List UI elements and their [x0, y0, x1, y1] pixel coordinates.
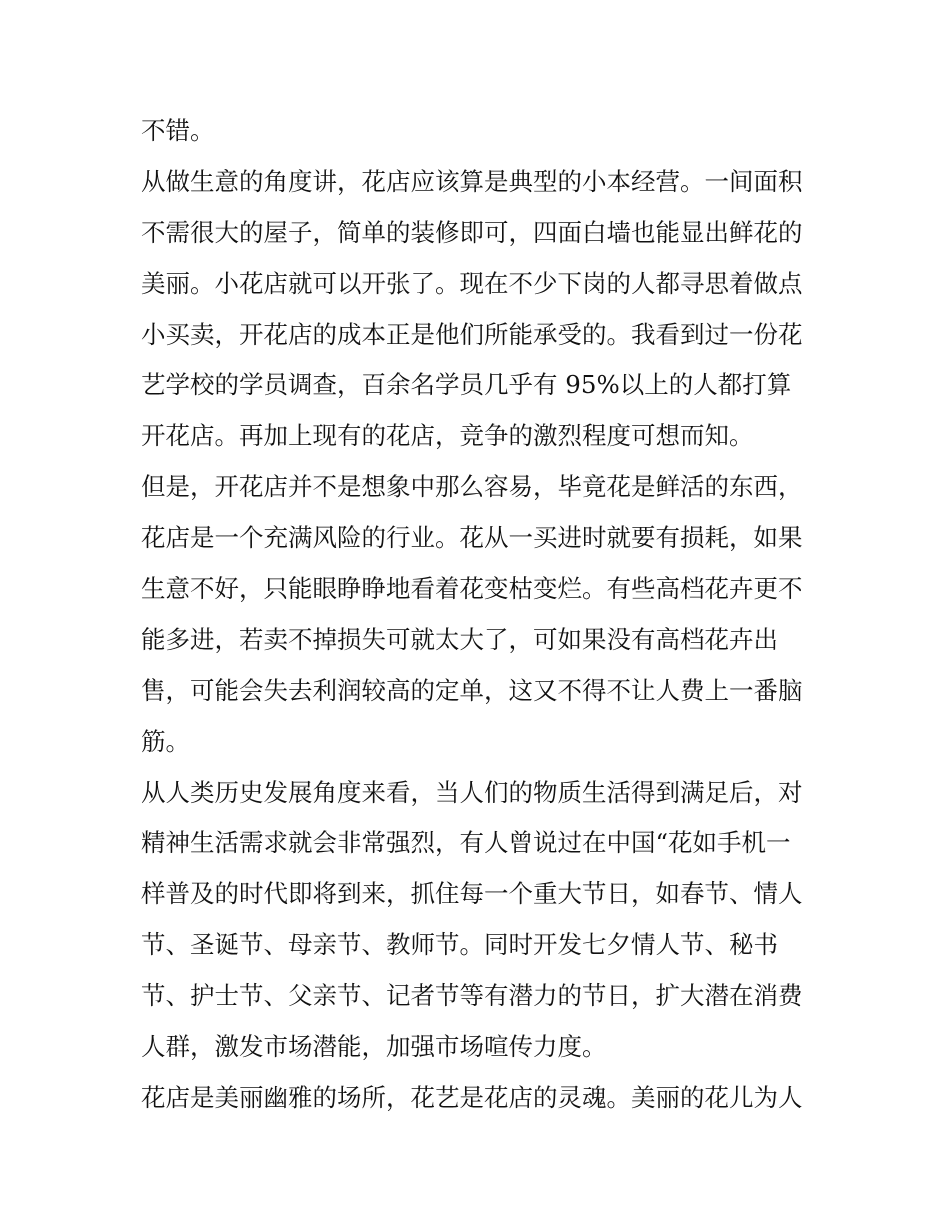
text-line: 从人类历史发展角度来看，当人们的物质生活得到满足后，对	[141, 777, 803, 807]
text-line: 开花店。再加上现有的花店，竞争的激烈程度可想而知。	[141, 421, 754, 451]
text-line: 美丽。小花店就可以开张了。现在不少下岗的人都寻思着做点	[141, 268, 803, 298]
text-line: 精神生活需求就会非常强烈，有人曾说过在中国“花如手机一	[141, 828, 791, 858]
text-line: 小买卖，开花店的成本正是他们所能承受的。我看到过一份花	[141, 319, 803, 349]
text-line: 花店是美丽幽雅的场所，花艺是花店的灵魂。美丽的花儿为人	[141, 1082, 803, 1112]
text-line: 从做生意的角度讲，花店应该算是典型的小本经营。一间面积	[141, 166, 803, 196]
text-line: 不需很大的屋子，简单的装修即可，四面白墙也能显出鲜花的	[141, 217, 803, 247]
text-line: 不错。	[141, 116, 215, 145]
text-line: 样普及的时代即将到来，抓住每一个重大节日，如春节、情人	[141, 879, 803, 909]
text-line: 筋。	[141, 726, 190, 756]
text-line: 艺学校的学员调查，百余名学员几乎有 95%以上的人都打算	[141, 370, 792, 400]
text-line: 人群，激发市场潜能，加强市场喧传力度。	[141, 1032, 607, 1062]
document-body	[141, 106, 821, 1124]
text-line: 节、圣诞节、母亲节、教师节。同时开发七夕情人节、秘书	[141, 930, 778, 960]
text-line: 生意不好，只能眼睁睁地看着花变枯变烂。有些高档花卉更不	[141, 574, 803, 604]
text-line: 花店是一个充满风险的行业。花从一买进时就要有损耗，如果	[141, 523, 803, 553]
text-line: 但是，开花店并不是想象中那么容易，毕竟花是鲜活的东西，	[141, 472, 803, 502]
text-line: 能多进，若卖不掉损失可就太大了，可如果没有高档花卉出	[141, 624, 778, 654]
text-line: 售，可能会失去利润较高的定单，这又不得不让人费上一番脑	[141, 675, 803, 705]
text-line: 节、护士节、父亲节、记者节等有潜力的节日，扩大潜在消费	[141, 981, 803, 1011]
